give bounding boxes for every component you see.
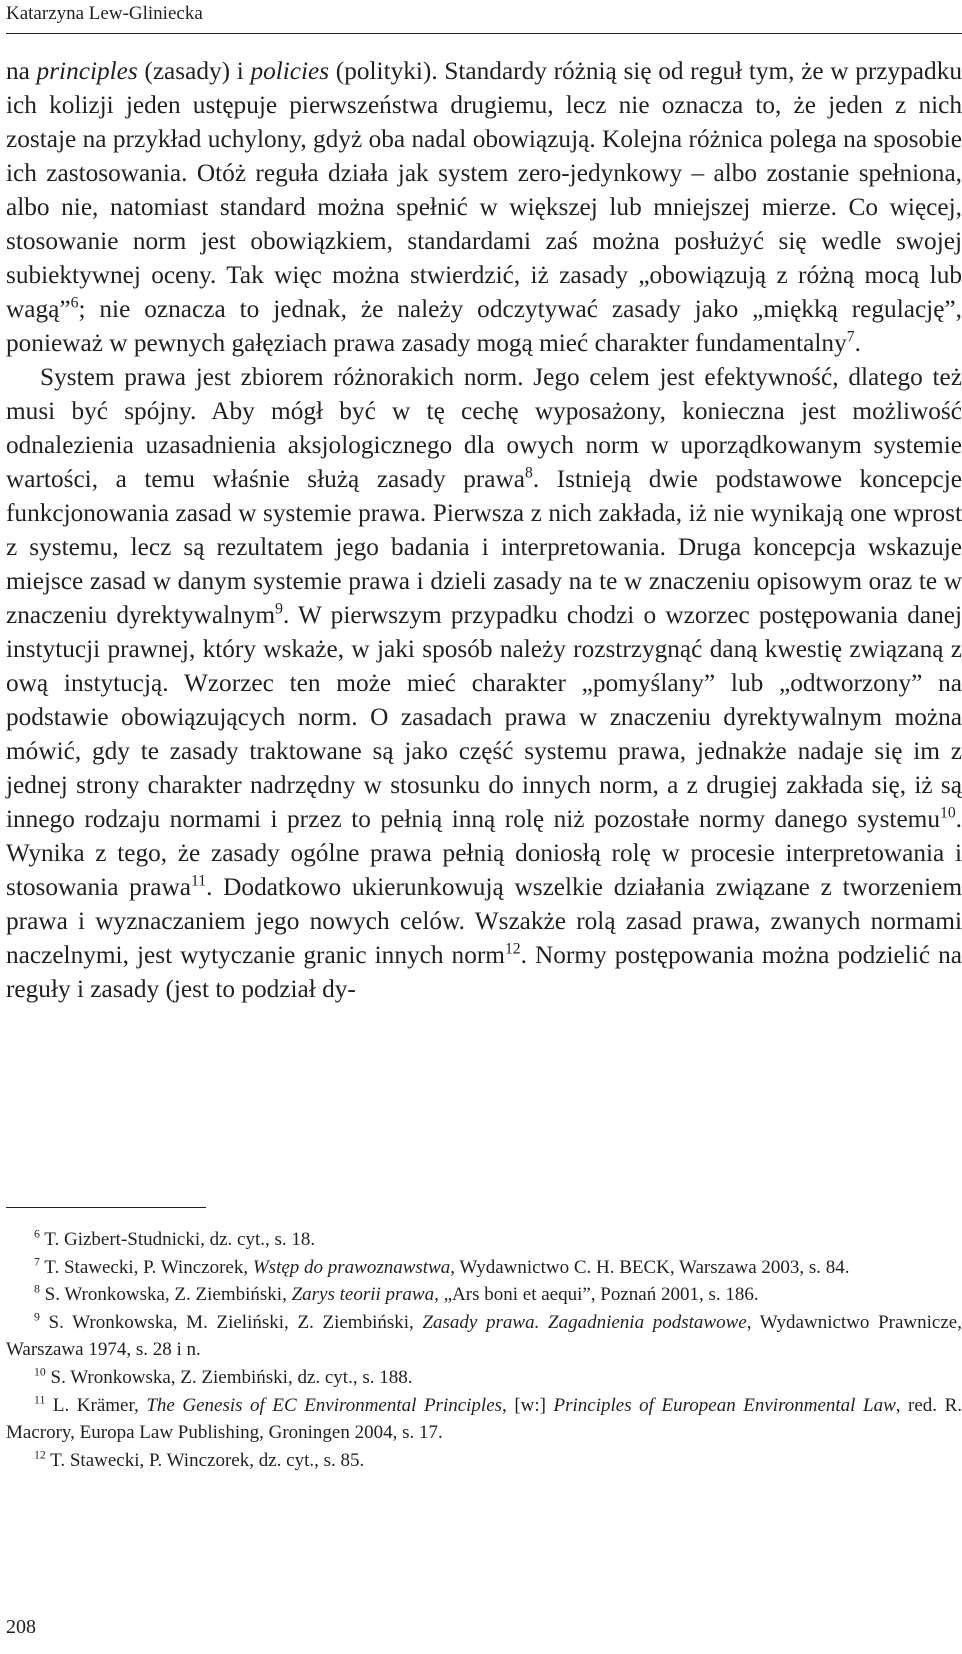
footnote-9 (6, 1309, 962, 1364)
footnote-title: Zasady prawa. Zagadnienia podstawowe (422, 1311, 747, 1333)
italic-term-principles: principles (36, 57, 138, 85)
italic-term-policies: policies (250, 57, 330, 85)
footnote-ref-8: 8 (525, 464, 533, 482)
text-run: . Dodatkowo ukierunkowują wszelkie działania związane z tworzeniem prawa i wyznaczaniem jego nowych celów. Wszakże rolą zasad prawa, zwanych normami naczelnymi, jest wytyczanie granic innych norm (6, 873, 962, 969)
footnote-title: Zarys teorii prawa (291, 1284, 435, 1306)
footnote-text: , „Ars boni et aequi”, Poznań 2001, s. 186. (434, 1284, 759, 1306)
footnote-8 (6, 1281, 962, 1309)
footnote-text: S. Wronkowska, Z. Ziembiński, dz. cyt., s. 188. (45, 1366, 413, 1388)
footnote-text: S. Wronkowska, Z. Ziembiński, (39, 1284, 292, 1306)
footnote-number: 9 (34, 1310, 40, 1324)
footnote-number: 6 (34, 1227, 40, 1241)
footnote-ref-11: 11 (190, 872, 207, 890)
footnote-text: , Wydawnictwo Prawnicze, Warszawa 1974, s. 28 i n. (6, 1311, 962, 1361)
footnote-10 (6, 1364, 962, 1392)
text-run: na (6, 57, 37, 85)
header-rule (6, 33, 962, 34)
footnote-ref-10: 10 (940, 804, 956, 822)
text-run: . (854, 329, 861, 357)
footnotes (6, 1226, 962, 1474)
footnote-11 (6, 1392, 962, 1447)
footnote-text: , red. R. Macrory, Europa Law Publishing, Groningen 2004, s. 17. (6, 1394, 962, 1444)
footnote-12 (6, 1447, 962, 1475)
footnote-text: S. Wronkowska, M. Zieliński, Z. Ziembiński, (39, 1311, 423, 1333)
footnote-text: T. Stawecki, P. Winczorek, dz. cyt., s. 85. (45, 1449, 365, 1471)
footnote-title: Principles of European Environmental Law (553, 1394, 896, 1416)
footnote-ref-12: 12 (504, 940, 521, 958)
text-run: ; nie oznacza to jednak, że należy odczytywać zasady jako „miękką regulację”, ponieważ w pewnych gałęziach prawa zasady mogą mieć charakter fundamentalny (6, 295, 962, 357)
footnote-text: T. Stawecki, P. Winczorek, (39, 1256, 253, 1278)
footnote-text: L. Krämer, (45, 1394, 147, 1416)
text-run: . Istnieją dwie podstawowe koncepcje funkcjonowania zasad w systemie prawa. Pierwsza z nich zakłada, iż nie wynikają one wprost z systemu, lecz są rezultatem jego badania i interpretowania. Druga koncepcja wskazuje miejsce zasad w danym systemie prawa i dzieli zasady na te w znaczeniu opisowym oraz te w znaczeniu dyrektywalnym (6, 465, 962, 629)
footnote-title: The Genesis of EC Environmental Principles (146, 1394, 503, 1416)
text-run: . Normy postępowania można podzielić na reguły i zasady (jest to podział dy- (6, 941, 962, 1003)
footnote-number: 8 (34, 1282, 40, 1296)
footnote-rule (6, 1207, 206, 1208)
text-run: (polityki). Standardy różnią się od reguł tym, że w przypadku ich kolizji jeden ustępuje pierwszeństwa drugiemu, lecz nie oznacza to, że jeden z nich zostaje na przykład uchylony, gdyż oba nadal obowiązują. Kolejna różnica polega na sposobie ich zastosowania. Otóż reguła działa jak system zero-jedynkowy – albo zostanie spełniona, albo nie, natomiast standard można spełnić w większej lub mniejszej mierze. Co więcej, stosowanie norm jest obowiązkiem, standardami zaś można posłużyć się wedle swojej subiektywnej oceny. Tak więc można stwierdzić, iż zasady „obowiązują z różną mocą lub wagą” (6, 57, 962, 323)
footnote-text: , [w:] (502, 1394, 554, 1416)
footnote-number: 11 (34, 1393, 46, 1407)
body-text (6, 54, 962, 1006)
paragraph-1 (6, 54, 962, 360)
paragraph-2 (6, 360, 962, 1006)
footnote-text: , Wydawnictwo C. H. BECK, Warszawa 2003, s. 84. (450, 1256, 850, 1278)
footnote-6 (6, 1226, 962, 1254)
text-run: . Wynika z tego, że zasady ogólne prawa pełnią doniosłą rolę w procesie interpretowania i stosowania prawa (6, 805, 962, 901)
footnote-ref-6: 6 (70, 294, 79, 312)
footnote-number: 12 (34, 1448, 46, 1462)
footnote-text: T. Gizbert-Studnicki, dz. cyt., s. 18. (39, 1229, 316, 1250)
page-number: 208 (6, 1616, 36, 1638)
text-run: (zasady) i (137, 57, 251, 85)
text-run: System prawa jest zbiorem różnorakich norm. Jego celem jest efektywność, dlatego też musi być spójny. Aby mógł być w tę cechę wyposażony, konieczna jest możliwość odnalezienia uzasadnienia aksjologicznego dla owych norm w uporządkowanym systemie wartości, a temu właśnie służą zasady prawa (6, 363, 962, 493)
running-head: Katarzyna Lew-Gliniecka (6, 3, 203, 24)
footnote-number: 7 (34, 1255, 40, 1269)
footnote-number: 10 (34, 1365, 46, 1379)
footnote-ref-9: 9 (275, 600, 283, 618)
footnote-ref-7: 7 (846, 328, 855, 346)
text-run: . W pierwszym przypadku chodzi o wzorzec postępowania danej instytucji prawnej, który wskaże, w jaki sposób należy rozstrzygnąć daną kwestię związaną z ową instytucją. Wzorzec ten może mieć charakter „pomyślany” lub „odtworzony” na podstawie obowiązujących norm. O zasadach prawa w znaczeniu dyrektywalnym można mówić, gdy te zasady traktowane są jako część systemu prawa, jednakże nadaje się im z jednej strony charakter nadrzędny w stosunku do innych norm, a z drugiej zakłada się, iż są innego rodzaju normami i przez to pełnią inną rolę niż pozostałe normy danego systemu (6, 601, 962, 833)
footnote-title: Wstęp do prawoznawstwa (252, 1256, 451, 1278)
footnote-7 (6, 1254, 962, 1282)
